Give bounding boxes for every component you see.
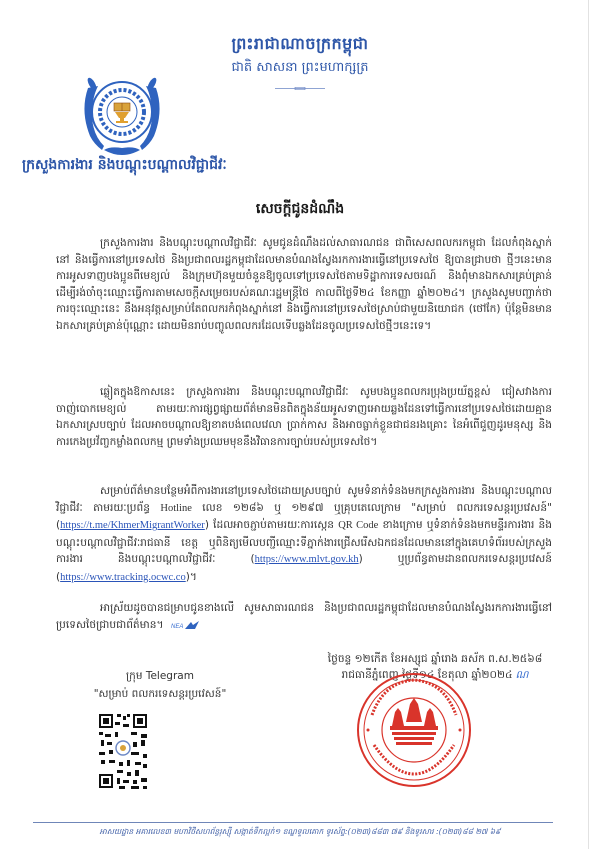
telegram-group-name: "សម្រាប់ ពលករទេសន្តរប្រវេសន៍" xyxy=(93,688,227,700)
paragraph-4 xyxy=(56,600,552,633)
paragraph-2 xyxy=(56,384,552,450)
page-edge xyxy=(588,0,589,849)
footer-address: អាសយដ្ឋាន អគារលេខ៣ មហាវិថីសហព័ន្ធរុស្ស៊ី សង្កាត់ទឹកល្អក់១ ខណ្ឌទួលគោក ទូរស័ព្ទ:(០២៣)៨៨៣ ៧៩ និងទូរសារ :(០២៣)៨៨ ២៧ ៦៩ xyxy=(99,827,501,836)
qr-code-word: QR Code xyxy=(338,520,379,532)
solar-date: រាជធានីភ្នំពេញ ថ្ងៃទី១៤ ខែតុលា ឆ្នាំ២០២៤ xyxy=(341,669,513,681)
paragraph-1-text: ក្រសួងការងារ និងបណ្តុះបណ្តាលវិជ្ជាជីវៈ សូមជូនដំណឹងដល់សាធារណជន ជាពិសេសពលករកម្ពុជា ដែលកំពុងស្នាក់នៅ និងធ្វើការនៅប្រទេសថៃ និងប្រជាពលរដ្ឋកម្ពុជាដែលមានបំណងស្វែងរកការងារធ្វើនៅប្រទេសថៃ ឱ្យបានជ្រាបថា ថ្មីៗនេះមានការអូសទាញបងប្អូនពីមេខ្យល់ និងក្រុមហ៊ុនមួយចំនួនឱ្យចូលទៅប្រទេសថៃតាមទិដ្ឋាការទេសចរណ៍ និងពុំមានឯកសារគ្រប់គ្រាន់ ដើម្បីរង់ចាំចុះឈ្មោះធ្វើការតាមសេចក្តីសម្រេចរបស់គណៈរដ្ឋមន្ត្រីថៃ កាលពីថ្ងៃទី២៤ ខែកញ្ញា ឆ្នាំ២០២៤។ ក្រសួងសូមបញ្ជាក់ថាការចុះឈ្មោះនេះ នឹងអនុវត្តសម្រាប់តែពលករកំពុងស្នាក់នៅ និងធ្វើការនៅប្រទេសថៃស្រាប់ជាមួយនិយោជក (ថៅកែ) ប៉ុន្តែមិនមានឯកសារគ្រប់គ្រាន់ប៉ុណ្ណោះ ដោយមិនរាប់បញ្ចូលពលករដែលទើបឆ្លងដែនចូលប្រទេសថៃថ្មីៗនេះទេ។ xyxy=(56,237,552,332)
ministry-website-link[interactable]: https://www.mlvt.gov.kh xyxy=(254,554,359,566)
paragraph-2-text: ឆ្លៀតក្នុងឱកាសនេះ ក្រសួងការងារ និងបណ្តុះបណ្តាលវិជ្ជាជីវៈ សូមបងប្អូនពលករប្រុងប្រយ័ត្នខ្ពស់ ជៀសវាងការចាញ់បោកមេខ្យល់ តាមរយៈការផ្សព្វផ្សាយព័ត៌មានមិនពិតក្នុងន័យអូសទាញអោយឆ្លងដែនទៅធ្វើការនៅប្រទេសថៃដោយគ្មានឯកសារស្របច្បាប់ ដែលអាចបណ្តាលឱ្យខាតបង់ពេលវេលា ប្រាក់កាស និងអាចធ្លាក់ខ្លួនជាជនរងគ្រោះ នៃអំពើជួញដូរមនុស្ស និងការកេងប្រវ័ញ្ចកម្លាំងពលកម្ម ព្រមទាំងប្រឈមមុខនឹងវិធានការច្បាប់របស់ប្រទេសថៃ។ xyxy=(56,386,552,448)
telegram-link[interactable]: https://t.me/KhmerMigrantWorker xyxy=(60,520,205,532)
paragraph-3-text-6: )។ xyxy=(185,570,197,583)
ministry-name: ក្រសួងការងារ និងបណ្តុះបណ្តាលវិជ្ជាជីវៈ xyxy=(22,157,227,173)
hotline-word: Hotline xyxy=(160,502,192,514)
ministry-seal-icon xyxy=(354,670,474,790)
paragraph-3-text-2: លេខ ១២៨៦ ឬ ១២៩៧ ឬគ្រុបតេលេក្រាម "សម្រាប់ ពលករទេសន្តរប្រវេសន៍" xyxy=(202,501,552,514)
paragraph-1 xyxy=(56,235,552,335)
kingdom-motto: ជាតិ សាសនា ព្រះមហាក្សត្រ xyxy=(231,60,369,75)
ministry-emblem-icon xyxy=(78,66,166,162)
qr-code-icon[interactable] xyxy=(97,710,149,794)
nea-logo-icon xyxy=(171,619,201,631)
paragraph-3-text-1: សម្រាប់ព័ត៌មានបន្ថែមអំពីការងារនៅប្រទេសថៃដោយស្របច្បាប់ សូមទំនាក់ទំនងមកក្រសួងការងារ និងបណ្តុះបណ្តាលវិជ្ជាជីវៈ តាមរយៈប្រព័ន្ធ xyxy=(56,485,552,514)
notice-title: សេចក្តីជូនដំណឹង xyxy=(255,201,345,217)
signature-initials: ណ xyxy=(515,669,529,681)
tracking-website-link[interactable]: https://www.tracking.ocwc.co xyxy=(60,571,186,583)
telegram-label: ក្រុម Telegram xyxy=(126,670,194,682)
svg-text:NEA: NEA xyxy=(170,623,184,630)
paragraph-3-text-3: ដែលអាចភ្ជាប់តាមរយៈការស្កេន xyxy=(213,519,335,532)
lunar-date: ថ្ងៃចន្ទ ១២កើត ខែអស្សុជ ឆ្នាំរោង ឆស័ក ព.ស.២៥៦៨ xyxy=(327,653,543,665)
kingdom-title: ព្រះរាជាណាចក្រកម្ពុជា xyxy=(231,34,369,53)
paragraph-4-text: អាស្រ័យដូចបានជម្រាបជូនខាងលើ សូមសាធារណជន និងប្រជាពលរដ្ឋកម្ពុជាដែលមានបំណងស្វែងរកការងារធ្វើនៅប្រទេសថៃជ្រាបជាព័ត៌មាន។ xyxy=(56,602,552,631)
paragraph-3-text-5: ) ឬប្រព័ន្ធតាមដានពលករទេសន្តរប្រវេសន៍ ( xyxy=(56,553,552,583)
paragraph-3: សម្រាប់ព័ត៌មានបន្ថែមអំពីការងារនៅប្រទេសថៃដោយស្របច្បាប់ សូមទំនាក់ទំនងមកក្រសួងការងារ និងបណ្តុះបណ្តាលវិជ្ជាជីវៈ តាមរយៈប្រព័ន្ធ Hotline លេខ ១២៨៦ ឬ ១២៩៧ ឬគ្រុបតេលេក្រាម "សម្រាប់ ពលករទេសន្តរប្រវេសន៍"(https://t.me/KhmerMigrantWorker) ដែលអាចភ្ជាប់តាមរយៈការស្កេន QR Code ខាងក្រោម ឬទំនាក់ទំនងមកមន្ទីរការងារ និងបណ្តុះបណ្តាលវិជ្ជាជីវៈរាជធានី ខេត្ត ឬពិនិត្យមើលបញ្ជីឈ្មោះទីភ្នាក់ងារជ្រើសរើសឯកជនដែលមាននៅក្នុងគេហទំព័ររបស់ក្រសួងការងារ និងបណ្តុះបណ្តាលវិជ្ជាជីវៈ (https://www.mlvt.gov.kh) ឬប្រព័ន្ធតាមដានពលករទេសន្តរប្រវេសន៍ (https://www.tracking.ocwc.co)។ xyxy=(56,485,553,583)
footer-divider xyxy=(33,822,553,823)
paragraph-3-text-4: ខាងក្រោម ឬទំនាក់ទំនងមកមន្ទីរការងារ និងបណ្តុះបណ្តាលវិជ្ជាជីវៈរាជធានី ខេត្ត ឬពិនិត្យមើលបញ្ជីឈ្មោះទីភ្នាក់ងារជ្រើសរើសឯកជនដែលមាននៅក្នុងគេហទំព័ររបស់ក្រសួងការងារ និងបណ្តុះបណ្តាលវិជ្ជាជីវៈ ( xyxy=(56,519,553,566)
divider-ornament-icon xyxy=(275,87,325,90)
